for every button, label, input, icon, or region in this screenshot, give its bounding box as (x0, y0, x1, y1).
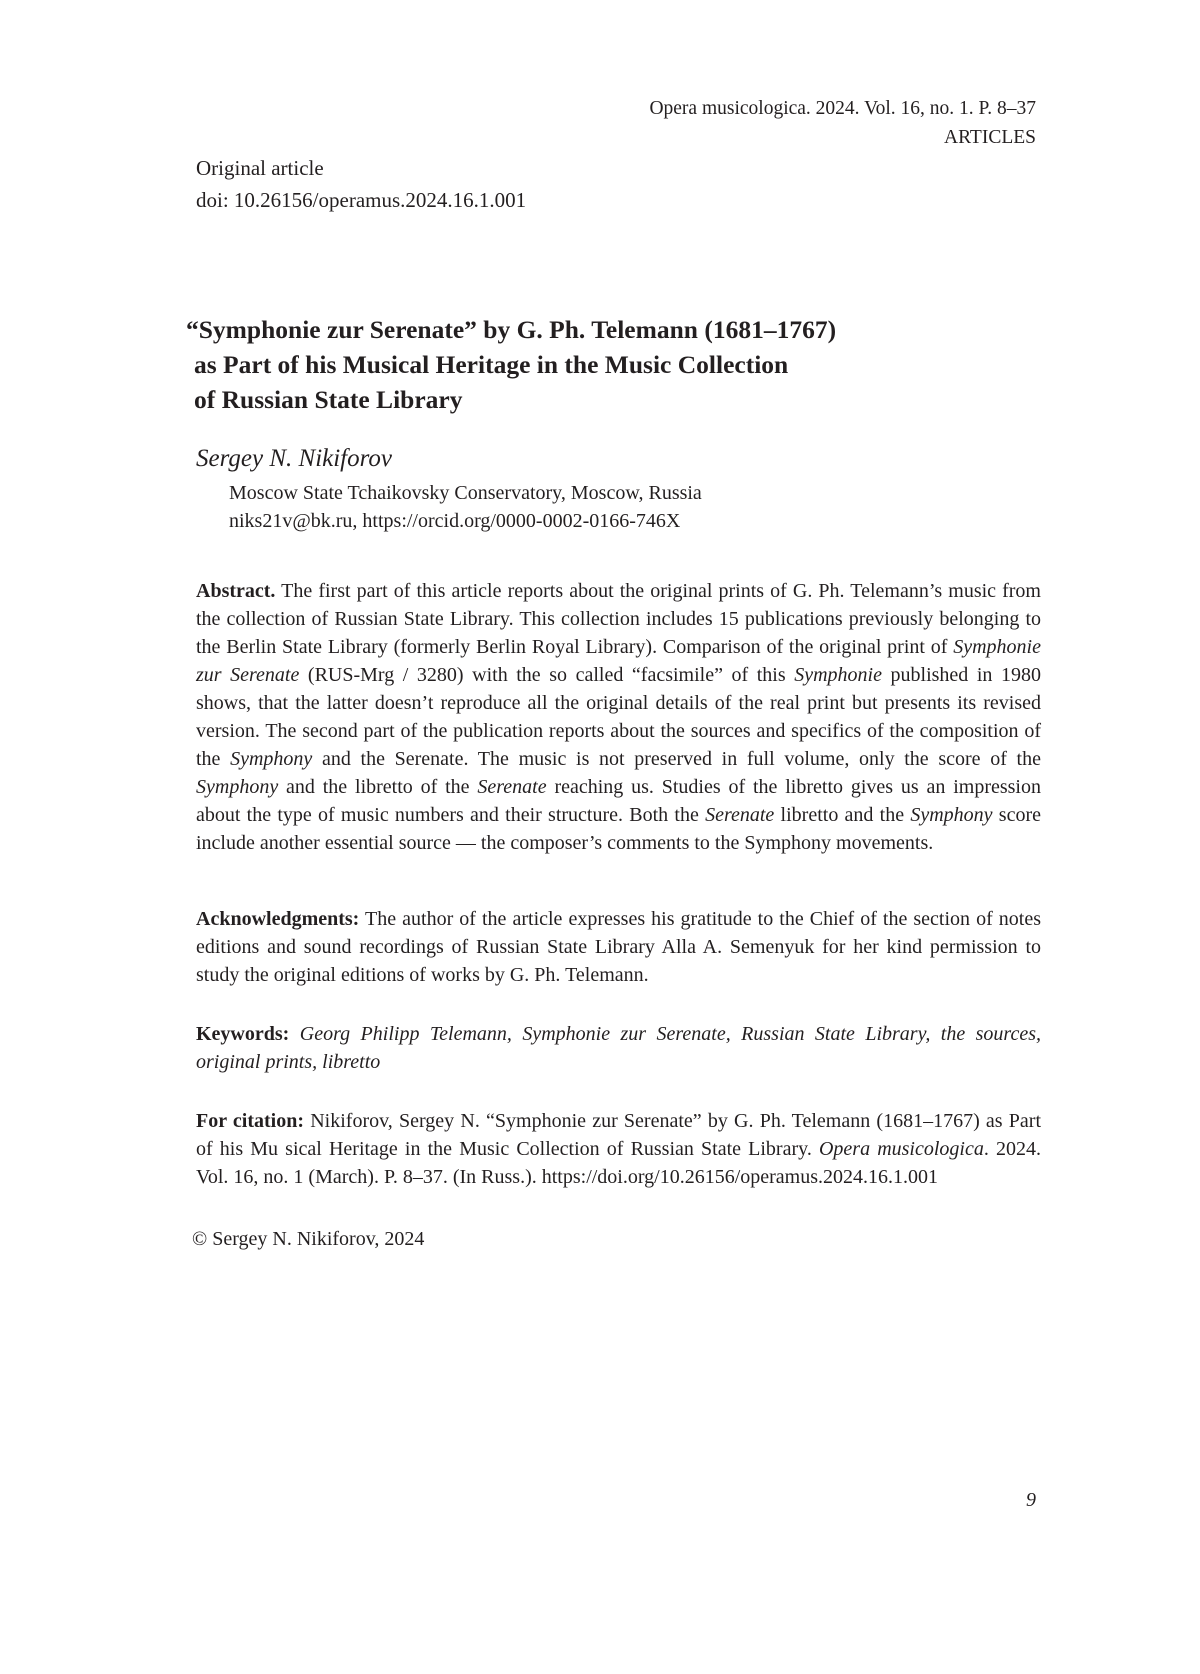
section-label: ARTICLES (944, 127, 1036, 149)
article-title (186, 312, 1006, 417)
author-name: Sergey N. Nikiforov (196, 445, 392, 473)
keywords (196, 1020, 1041, 1076)
keywords-text: Georg Philipp Telemann, Symphonie zur Serenate, Russian State Library, the sources, original prints, libretto (196, 1023, 1041, 1073)
page-number: 9 (1026, 1489, 1036, 1512)
abstract-label: Abstract. (196, 580, 275, 602)
copyright: © Sergey N. Nikiforov, 2024 (192, 1228, 424, 1251)
acknowledgments: Acknowledgments: The author of the article expresses his gratitude to the Chief of the section of notes editions and sound recordings of Russian State Library Alla A. Semenyuk for her kind permission to study the original editions of works by G. Ph. Telemann. (196, 905, 1041, 989)
keywords-label: Keywords: (196, 1023, 289, 1045)
author-affiliation: Moscow State Tchaikovsky Conservatory, Moscow, Russia (229, 482, 702, 505)
journal-reference: Opera musicologica. 2024. Vol. 16, no. 1. P. 8–37 (649, 98, 1036, 120)
acknowledgments-label: Acknowledgments: (196, 908, 359, 930)
citation: For citation: Nikiforov, Sergey N. “Symphonie zur Serenate” by G. Ph. Telemann (1681–1767) as Part of his Mu sical Heritage in the Music Collection of Russian State Library. Opera musicologica. 2024. Vol. 16, no. 1 (March). P. 8–37. (In Russ.). https://doi.org/10.26156/operamus.2024.16.1.001 (196, 1107, 1041, 1191)
abstract: Abstract. The first part of this article reports about the original prints of G. Ph. Telemann’s music from the collection of Russian State Library. This collection includes 15 publications previously belonging to the Berlin State Library (formerly Berlin Royal Library). Comparison of the original print of Symphonie zur Serenate (RUS-Mrg / 3280) with the so called “facsimile” of this Symphonie published in 1980 shows, that the latter doesn’t reproduce all the original details of the real print but presents its revised version. The second part of the publication reports about the sources and specifics of the composition of the Symphony and the Serenate. The music is not preserved in full volume, only the score of the Symphony and the libretto of the Serenate reaching us. Studies of the libretto gives us an impression about the type of music numbers and their structure. Both the Serenate libretto and the Symphony score include another essential source — the composer’s comments to the Symphony movements. (196, 577, 1041, 857)
citation-label: For citation: (196, 1110, 304, 1132)
title-line-3: of Russian State Library (186, 382, 1006, 417)
article-type: Original article (196, 156, 324, 181)
title-line-2: as Part of his Musical Heritage in the Music Collection (186, 347, 1006, 382)
author-contact: niks21v@bk.ru, https://orcid.org/0000-0002-0166-746X (229, 510, 680, 533)
citation-doi-link[interactable]: https://doi.org/10.26156/operamus.2024.16.1.001 (542, 1166, 938, 1188)
doi: doi: 10.26156/operamus.2024.16.1.001 (196, 188, 526, 213)
title-line-1: “Symphonie zur Serenate” by G. Ph. Telemann (1681–1767) (186, 312, 1006, 347)
